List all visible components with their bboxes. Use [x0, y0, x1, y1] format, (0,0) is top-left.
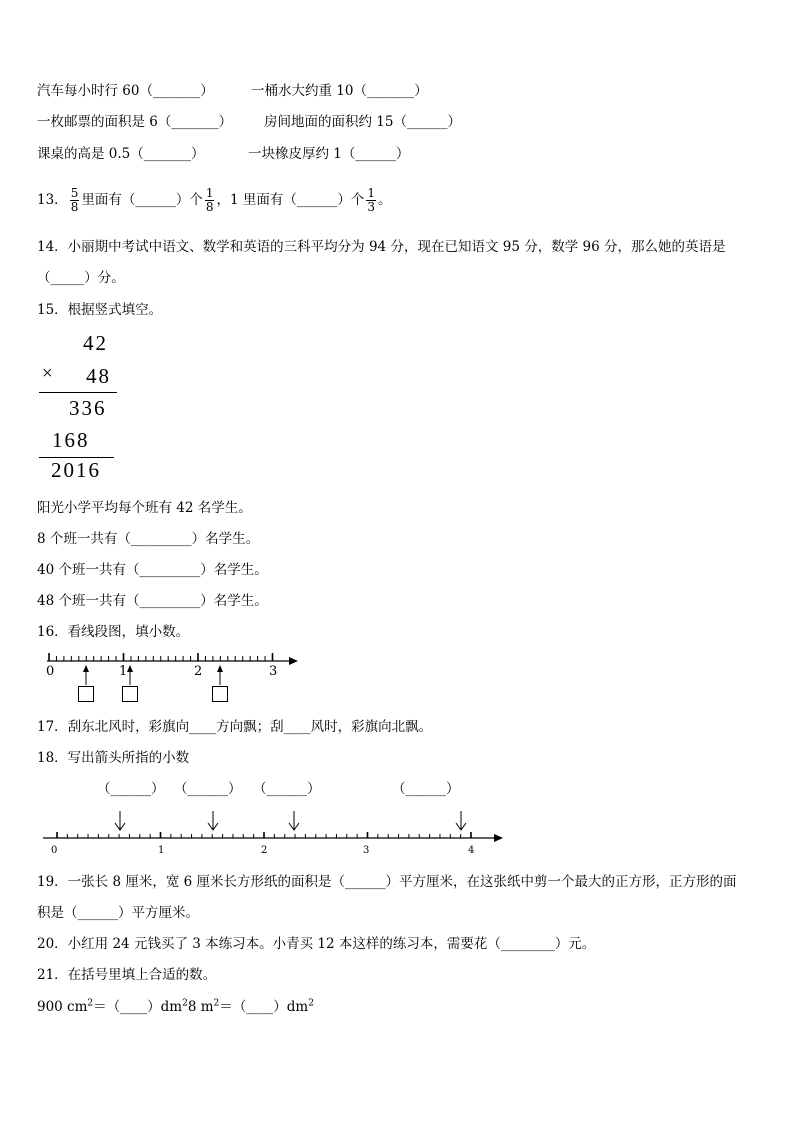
q18-label-3: 3: [363, 845, 370, 856]
q21-expression: [37, 998, 314, 1016]
calc-multiplicand: 42: [83, 331, 108, 355]
q14-line1: 14．小丽期中考试中语文、数学和英语的三科平均分为 94 分，现在已知语文 95 分，数学 96 分，那么她的英语是: [37, 239, 726, 255]
q13-end: 。: [378, 192, 392, 208]
fraction-1-3: [366, 187, 376, 214]
q14-line2: （_____）分。: [37, 270, 125, 286]
up-arrow-head-1: [83, 665, 89, 672]
q18-blank-4: （______）: [392, 781, 460, 797]
q15-sub2: 40 个班一共有（_________）名学生。: [37, 562, 268, 578]
q18-number-line: [0, 805, 520, 845]
fraction-denominator: 8: [70, 200, 79, 214]
fraction-5-8: [70, 187, 80, 214]
number-line-ticks: [57, 832, 471, 838]
number-line-arrowhead: [289, 657, 298, 665]
up-arrow-head-3: [217, 665, 223, 672]
q21-term-2: ＝（____）dm: [93, 999, 183, 1015]
q18-label-4: 4: [468, 845, 475, 856]
q16-title: 16．看线段图，填小数。: [37, 624, 190, 640]
calc-result: 2016: [51, 458, 101, 482]
calc-multiplier: 48: [86, 364, 111, 388]
q12-item-eraser-thickness: 一块橡皮厚约 1（______）: [248, 146, 410, 162]
q21-exp-4: 2: [308, 998, 314, 1009]
q15-intro: 阳光小学平均每个班有 42 名学生。: [37, 500, 252, 516]
q12-item-water-weight: 一桶水大约重 10（_______）: [251, 83, 428, 99]
q12-item-stamp-area: 一枚邮票的面积是 6（_______）: [37, 114, 233, 130]
answer-box-2[interactable]: [122, 686, 138, 702]
answer-box-1[interactable]: [78, 686, 94, 702]
q21-term-3: 8 m: [187, 999, 214, 1015]
answer-box-3[interactable]: [212, 686, 228, 702]
q12-item-car-speed: 汽车每小时行 60（_______）: [37, 83, 214, 99]
q18-blank-2: （______）: [174, 781, 242, 797]
q12-item-desk-height: 课桌的高是 0.5（_______）: [37, 146, 205, 162]
fraction-numerator: 1: [205, 186, 214, 200]
q13-part1: 里面有（______）个: [81, 192, 203, 208]
fraction-denominator: 3: [367, 200, 375, 214]
fraction-numerator: 1: [367, 186, 375, 200]
number-line-arrowhead: [494, 834, 503, 842]
question-13: [37, 180, 392, 220]
calc-partial-1: 336: [69, 396, 107, 420]
q18-blank-3: （______）: [253, 781, 321, 797]
q20-text: 20．小红用 24 元钱买了 3 本练习本。小青买 12 本这样的练习本，需要花（________）元。: [37, 936, 596, 952]
fraction-denominator: 8: [205, 200, 214, 214]
q21-term-4: ＝（____）dm: [219, 999, 309, 1015]
calc-partial-2: 168: [52, 428, 90, 452]
calc-times-sign: ×: [42, 363, 55, 384]
q12-item-room-area: 房间地面的面积约 15（______）: [264, 114, 461, 130]
q18-blank-1: （______）: [97, 781, 165, 797]
q15-sub1: 8 个班一共有（_________）名学生。: [37, 531, 260, 547]
q21-exp-2: 2: [182, 998, 188, 1009]
up-arrow-head-2: [127, 665, 133, 672]
number-line-ticks: [49, 653, 273, 661]
q13-part2: ，1 里面有（______）个: [216, 192, 365, 208]
q17-text: 17．刮东北风时，彩旗向____方向飘；刮____风时，彩旗向北飘。: [37, 719, 433, 735]
fraction-1-8: [205, 187, 215, 214]
q19-line2: 积是（______）平方厘米。: [37, 905, 199, 921]
q21-title: 21．在括号里填上合适的数。: [37, 967, 217, 983]
q21-exp-1: 2: [87, 998, 94, 1009]
q19-line1: 19．一张长 8 厘米，宽 6 厘米长方形纸的面积是（______）平方厘米，在这张纸中剪一个最大的正方形，正方形的面: [37, 874, 737, 890]
q16-label-2: 2: [194, 664, 203, 679]
q16-label-1: 1: [119, 664, 128, 679]
q18-label-2: 2: [261, 845, 268, 856]
q18-label-0: 0: [51, 845, 58, 856]
q21-exp-3: 2: [213, 998, 220, 1009]
q13-number: 13．: [37, 192, 68, 208]
calc-rule-1: [39, 392, 117, 393]
q16-label-0: 0: [46, 664, 55, 679]
q15-sub3: 48 个班一共有（_________）名学生。: [37, 593, 268, 609]
q12-row1: [37, 82, 214, 100]
q21-term-1: 900 cm: [37, 999, 88, 1015]
q16-label-3: 3: [269, 664, 278, 679]
fraction-numerator: 5: [70, 186, 79, 200]
q15-title: 15．根据竖式填空。: [37, 302, 163, 318]
q18-label-1: 1: [158, 845, 165, 856]
q18-title: 18．写出箭头所指的小数: [37, 750, 190, 766]
